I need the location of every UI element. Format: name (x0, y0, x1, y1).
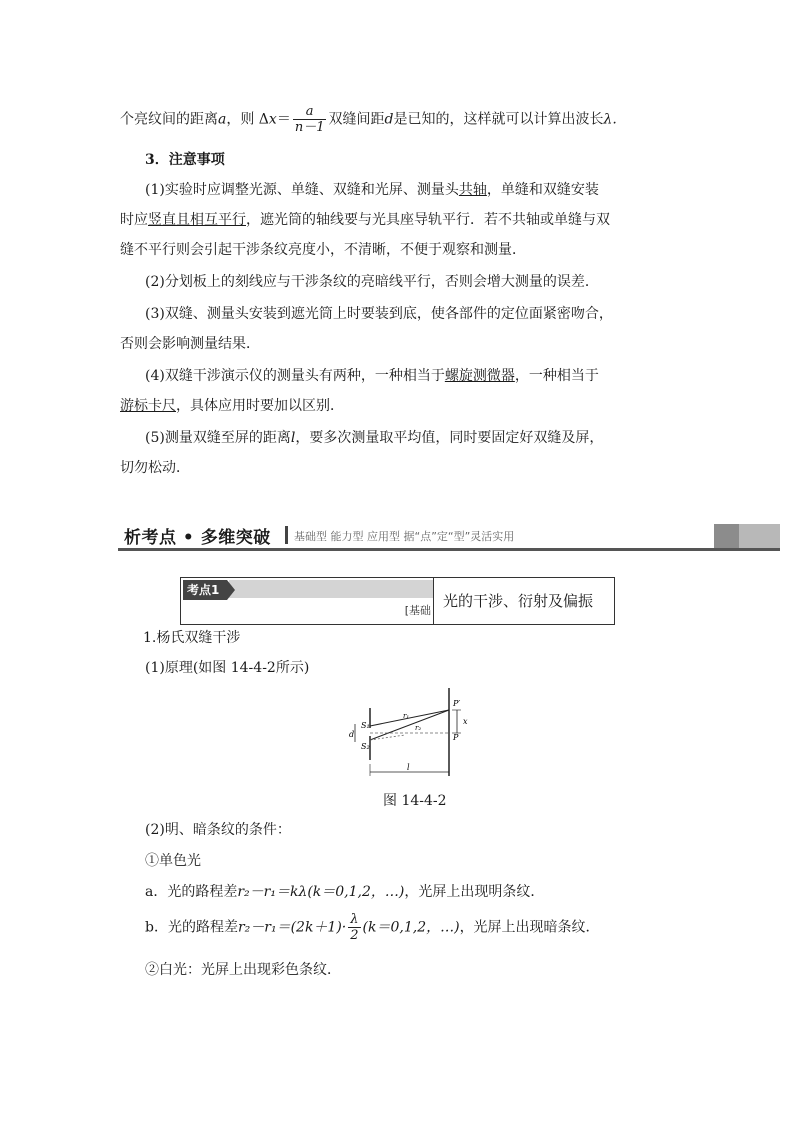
section-title: 析考点 • 多维突破 (124, 528, 271, 548)
var-x: x (268, 111, 277, 128)
bright-fringe-condition (145, 882, 705, 902)
note-1-line-3: 缝不平行则会引起干涉条纹亮度小，不清晰，不便于观察和测量． (120, 242, 526, 258)
conditions-heading: (2)明、暗条纹的条件： (145, 822, 291, 838)
note-2: (2)分划板上的刻线应与干涉条纹的亮暗线平行，否则会增大测量的误差． (145, 274, 599, 290)
note-1-line-2 (120, 210, 680, 230)
label-p: P (453, 733, 459, 742)
text: ，单缝和双缝安装 (486, 182, 599, 198)
notes-heading: 3．注意事项 (145, 152, 225, 168)
fraction (348, 912, 360, 943)
fraction-numerator: λ (348, 912, 360, 928)
underlined-term: 螺旋测微器 (444, 368, 515, 384)
kaodian-type: [基础 (404, 604, 431, 617)
label-s1: S₁ (361, 721, 370, 730)
kaodian-title: 光的干涉、衍射及偏振 (443, 592, 594, 610)
kaodian-tag: 考点1 (183, 580, 227, 600)
text: ，要多次测量取平均值，同时要固定好双缝及屏， (295, 430, 604, 446)
text: 是已知的，这样就可以计算出波长 (393, 111, 604, 128)
fraction-numerator: a (293, 104, 327, 120)
label-s2: S₂ (361, 742, 370, 751)
text: 个亮纹间的距离 (120, 111, 218, 128)
label-p-prime: P′ (453, 699, 461, 708)
underlined-term: 竖直且相互平行 (148, 212, 246, 228)
equation: (k＝0,1,2，…) (362, 919, 460, 936)
underlined-term: 共轴 (458, 182, 487, 198)
note-4-line-2 (120, 396, 680, 416)
section-separator (285, 526, 288, 544)
note-1-line-1 (145, 180, 705, 200)
label-x: x (463, 717, 468, 726)
kaodian-box (180, 577, 615, 625)
text: ，遮光筒的轴线要与光具座导轨平行．若不共轴或单缝与双 (246, 212, 610, 228)
text: ＝ (276, 111, 291, 128)
label-r1: r₁ (403, 712, 410, 720)
equation: r₂－r₁＝(2k＋1)· (237, 919, 347, 936)
text: 双缝间距 (328, 111, 385, 128)
text: a．光的路程差 (145, 884, 238, 900)
text: (1)实验时应调整光源、单缝、双缝和光屏、测量头 (145, 182, 459, 198)
text: ，则 Δ (226, 111, 269, 128)
var-d: d (384, 111, 394, 128)
label-l: l (407, 763, 410, 772)
var-a: a (218, 111, 227, 128)
dark-fringe-condition (145, 912, 705, 943)
text: ，光屏上出现明条纹． (404, 884, 545, 900)
double-slit-diagram (345, 688, 475, 778)
text: ，一种相当于 (514, 368, 599, 384)
note-5-line-1 (145, 428, 705, 448)
white-light-line: ②白光：光屏上出现彩色条纹． (145, 962, 341, 978)
label-r2: r₂ (415, 724, 422, 732)
text: b．光的路程差 (145, 919, 238, 936)
text: ，光屏上出现暗条纹． (459, 919, 600, 936)
text: (4)双缝干涉演示仪的测量头有两种，一种相当于 (145, 368, 445, 384)
text: (5)测量双缝至屏的距离 (145, 430, 291, 446)
figure-caption: 图 14-4-2 (383, 793, 447, 809)
underlined-term: 游标卡尺 (120, 398, 176, 414)
section-underline (118, 548, 780, 551)
fraction-denominator: n－1 (294, 120, 325, 135)
section-header (118, 520, 780, 550)
var-l: l (290, 430, 296, 446)
fraction-denominator: 2 (350, 928, 359, 943)
formula-line (120, 104, 680, 135)
text: ，具体应用时要加以区别． (176, 398, 344, 414)
note-3-line-2: 否则会影响测量结果． (120, 336, 260, 352)
decor-block (714, 524, 739, 548)
decor-block (739, 524, 780, 548)
topic-heading: 1.杨氏双缝干涉 (143, 630, 241, 646)
kaodian-label-cell (181, 578, 434, 624)
ray-r2 (370, 710, 449, 740)
equation: r₂－r₁＝kλ(k＝0,1,2，…) (237, 884, 405, 900)
kaodian-arrow-icon (227, 580, 235, 600)
monochrome-heading: ①单色光 (145, 853, 201, 869)
fraction (293, 104, 327, 135)
section-subtitle: 基础型 能力型 应用型 据“点”定“型”灵活实用 (294, 530, 515, 543)
var-lambda: λ. (603, 111, 617, 128)
label-d: d (349, 730, 355, 739)
ray-r1 (370, 710, 449, 726)
kaodian-gray-band (229, 580, 433, 598)
text: 时应 (120, 212, 148, 228)
note-5-line-2: 切勿松动． (120, 460, 190, 476)
note-4-line-1 (145, 366, 705, 386)
principle-line: (1)原理(如图 14-4-2所示) (145, 660, 310, 676)
note-3-line-1: (3)双缝、测量头安装到遮光筒上时要装到底，使各部件的定位面紧密吻合， (145, 306, 613, 322)
